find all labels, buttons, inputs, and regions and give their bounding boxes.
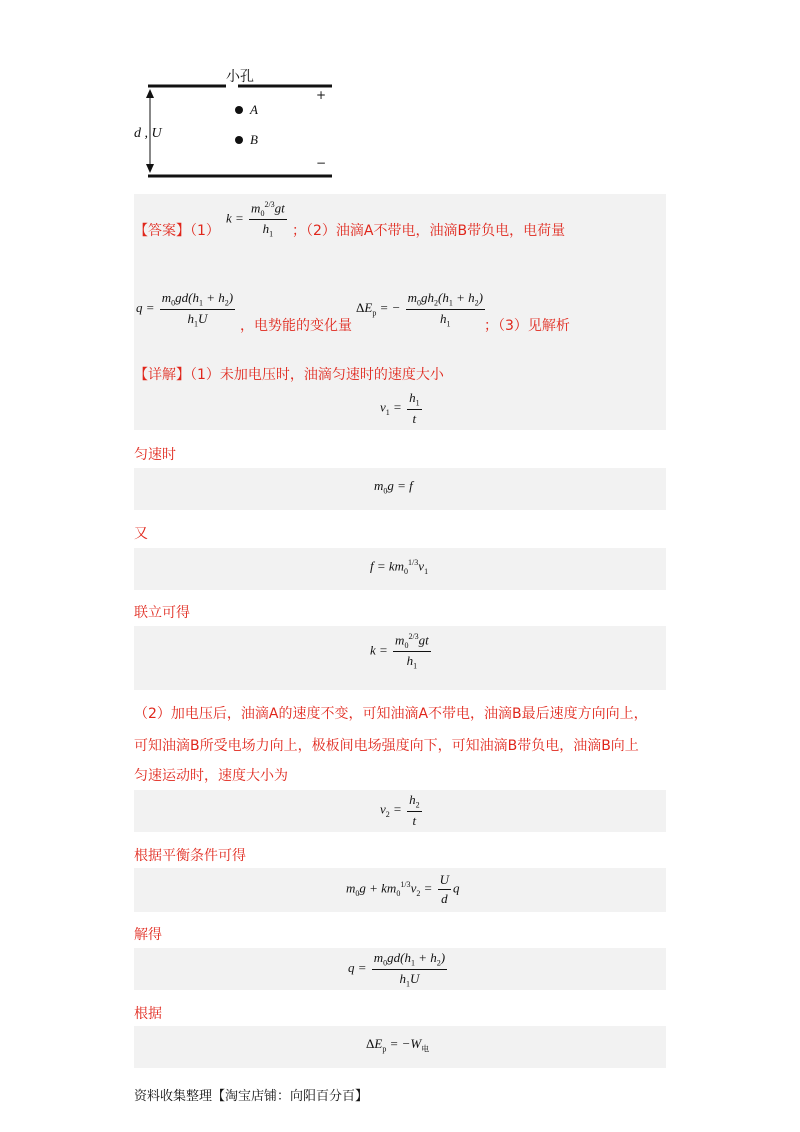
step-combine-label: 联立可得 (134, 605, 190, 621)
answer-tag: 【答案】 (134, 223, 190, 239)
detail-tag: 【详解】 (134, 367, 190, 383)
formula-q: q = $\frac{m_0gd(h_1 + h_2)}{h_1U}$ (136, 290, 234, 329)
gap-label: d , U (134, 126, 162, 141)
formula-v1: $v_1$ = $\frac{h_1}{t}$ (380, 390, 420, 426)
formula-delta-ep-w: $\Delta E_p = -W_电$ (366, 1036, 430, 1054)
drop-a-label: A (250, 102, 258, 117)
drop-a-dot (235, 106, 243, 114)
footer-text: 资料收集整理【淘宝店铺：向阳百分百】 (134, 1089, 369, 1104)
answer-part1: （1） (190, 223, 220, 239)
minus-sign: − (316, 156, 327, 170)
formula-k: k = $\frac{m_0^{2/3}gt}{h_1}$ (226, 200, 285, 239)
formula-v2: $v_2$ = $\frac{h_2}{t}$ (380, 792, 420, 828)
plus-sign: + (316, 88, 327, 102)
drop-b-label: B (250, 132, 258, 147)
step-solve-label: 解得 (134, 927, 162, 943)
step-also-label: 又 (134, 526, 148, 542)
answer-line-2: ，电势能的变化量 (240, 318, 352, 334)
step-according-label: 根据 (134, 1006, 162, 1022)
capacitor-diagram (130, 60, 350, 185)
drop-b-dot (235, 136, 243, 144)
detail-line-1 (134, 364, 444, 384)
step-balance-label: 根据平衡条件可得 (134, 848, 246, 864)
formula-balance: $m_0g + km_0^{1/3}v_2$ = $\frac{U}{d}$ q (346, 872, 460, 906)
part2-line-2: 可知油滴B所受电场力向上，极板间电场强度向下，可知油滴B带负电，油滴B向上 (134, 738, 639, 754)
answer-line-3: ；（3）见解析 (484, 318, 570, 334)
answer-line-1b: ；（2）油滴A不带电，油滴B带负电，电荷量 (292, 223, 566, 239)
detail-intro: （1）未加电压时，油滴匀速时的速度大小 (190, 367, 444, 383)
formula-delta-ep: $\Delta E_p$ = − $\frac{m_0gh_2(h_1 + h_2)}{h_1}$ (356, 290, 483, 329)
answer-line-1 (134, 220, 220, 240)
hole-label: 小孔 (226, 69, 254, 85)
part2-line-3: 匀速运动时，速度大小为 (134, 768, 288, 784)
formula-k-2: k = $\frac{m_0^{2/3}gt}{h_1}$ (370, 632, 429, 671)
part2-line-1: （2）加电压后，油滴A的速度不变，可知油滴A不带电，油滴B最后速度方向向上， (134, 706, 648, 722)
formula-q-2: q = $\frac{m_0gd(h_1 + h_2)}{h_1U}$ (348, 950, 446, 989)
formula-f: $f = km_0^{1/3}v_1$ (370, 558, 429, 576)
formula-m0g-f: $m_0g = f$ (374, 478, 413, 496)
step-uniform-label: 匀速时 (134, 447, 176, 463)
